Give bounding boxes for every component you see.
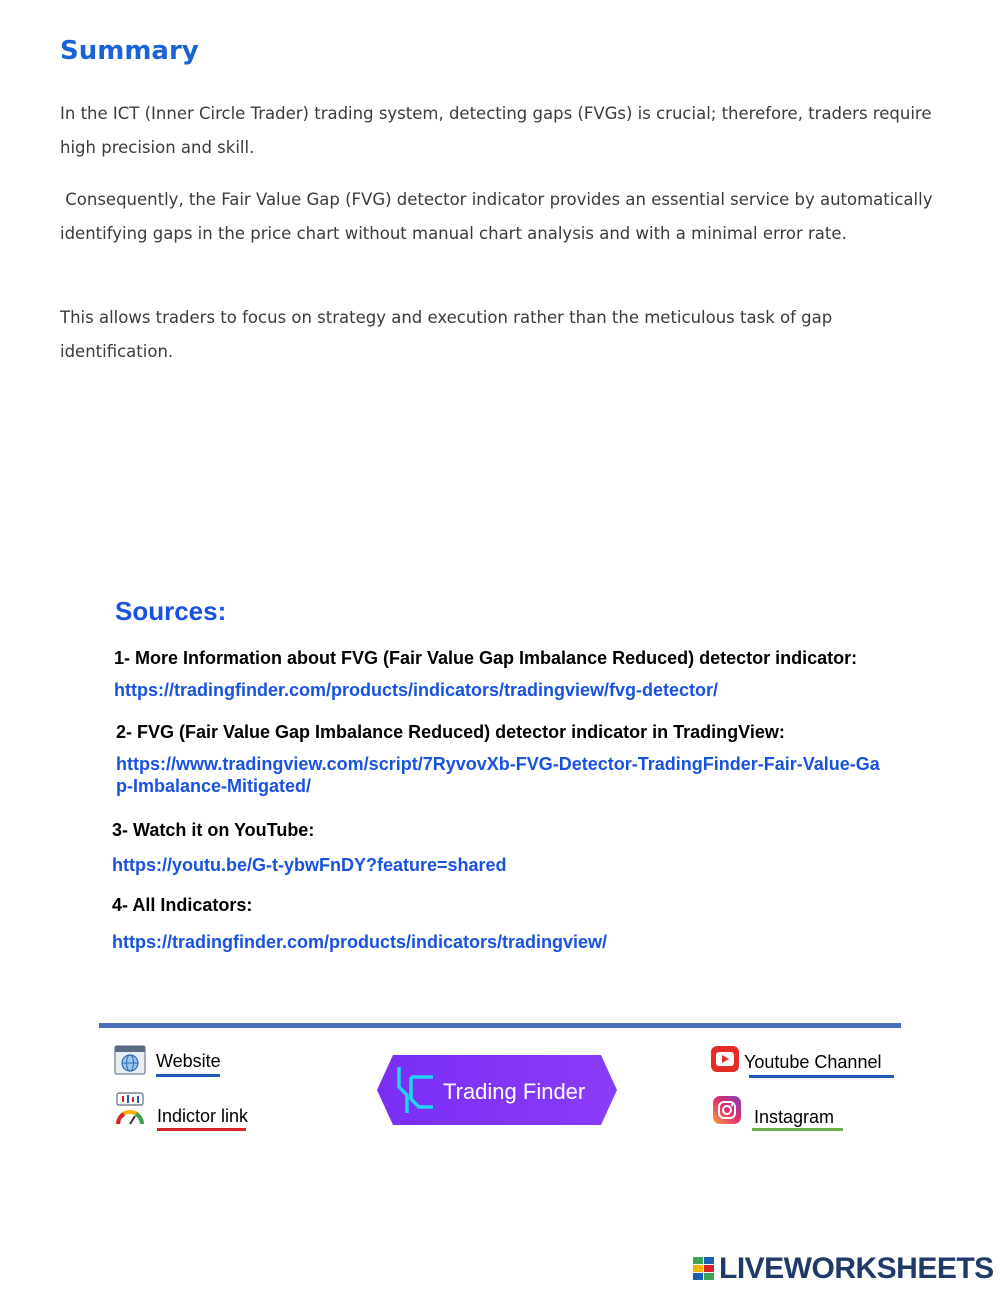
indicator-link[interactable]: Indictor link [157,1106,249,1126]
source-link-4[interactable]: https://tradingfinder.com/products/indicators/tradingview/ [112,932,608,952]
indicator-gauge-icon [114,1092,146,1126]
liveworksheets-logo-icon [693,1257,715,1281]
summary-paragraph-3: This allows traders to focus on strategy and execution rather than the meticulous task of gap identification. [60,308,833,361]
source-heading-4: 4- All Indicators: [112,895,253,915]
source-link-3[interactable]: https://youtu.be/G-t-ybwFnDY?feature=shared [112,855,507,875]
summary-title: Summary [60,36,199,66]
source-heading-3: 3- Watch it on YouTube: [112,820,315,840]
source-link-2[interactable]: https://www.tradingview.com/script/7RyvovXb-FVG-Detector-TradingFinder-Fair-Value-Gap-Imbalance-Mitigated/ [116,754,880,796]
instagram-underline [752,1128,843,1131]
summary-paragraph-1: In the ICT (Inner Circle Trader) trading system, detecting gaps (FVGs) is crucial; therefore, traders require high precision and skill. [60,104,932,157]
sources-title: Sources: [115,596,227,626]
source-heading-2: 2- FVG (Fair Value Gap Imbalance Reduced) detector indicator in TradingView: [116,722,785,742]
source-heading-1: 1- More Information about FVG (Fair Value Gap Imbalance Reduced) detector indicator: [114,648,858,668]
summary-paragraph-2: Consequently, the Fair Value Gap (FVG) detector indicator provides an essential service by automatically identifying gaps in the price chart without manual chart analysis and with a minimal error rate. [60,190,938,243]
youtube-underline [749,1075,894,1078]
source-link-1[interactable]: https://tradingfinder.com/products/indicators/tradingview/fvg-detector/ [114,680,719,700]
footer-divider [99,1023,901,1028]
youtube-channel-link[interactable]: Youtube Channel [744,1052,882,1072]
trading-finder-logo[interactable] [377,1055,617,1125]
youtube-icon [710,1045,740,1073]
liveworksheets-text: LIVEWORKSHEETS [719,1252,994,1285]
liveworksheets-watermark [693,1252,994,1286]
website-link[interactable]: Website [156,1051,221,1071]
website-underline [156,1074,220,1077]
instagram-link[interactable]: Instagram [754,1107,835,1127]
logo-text: Trading Finder [443,1079,586,1104]
instagram-icon [712,1095,742,1125]
browser-globe-icon [114,1045,146,1075]
indicator-underline [157,1128,246,1131]
